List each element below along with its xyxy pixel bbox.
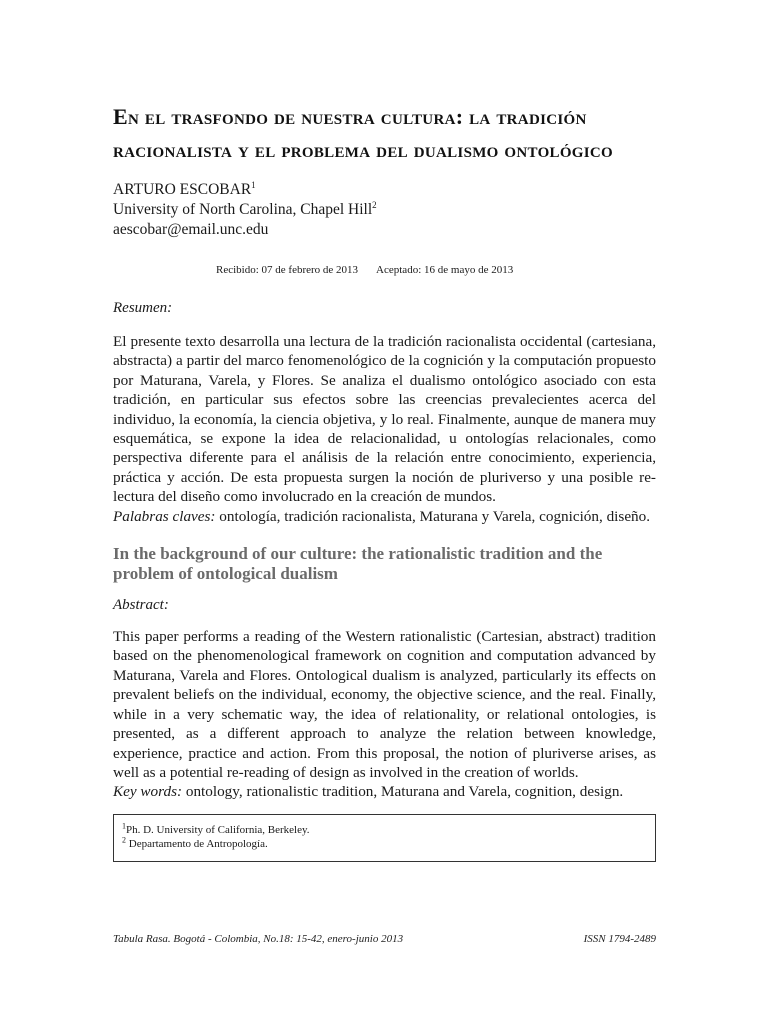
resumen-label: Resumen: — [113, 300, 173, 316]
received-date: Recibido: 07 de febrero de 2013 — [216, 264, 359, 276]
english-title: In the background of our culture: the rationalistic tradition and the problem of ontological dualism — [113, 544, 603, 584]
article-title: En el trasfondo de nuestra cultura: la tradición racionalista y el problema del dualismo ontológico — [113, 104, 614, 162]
issn: ISSN 1794-2489 — [583, 933, 656, 945]
resumen-keywords-text: ontología, tradición racionalista, Maturana y Varela, cognición, diseño. — [215, 507, 651, 525]
article-dates — [113, 263, 656, 277]
resumen-keywords — [113, 507, 656, 526]
footnote-1-text: Ph. D. University of California, Berkeley. — [126, 823, 310, 836]
abstract-label: Abstract: — [113, 597, 169, 614]
footnote-2-mark: 2 — [122, 835, 126, 845]
abstract-keywords — [113, 782, 656, 801]
abstract-keywords-label: Key words: — [113, 783, 183, 801]
footnote-1-mark: 1 — [122, 821, 126, 831]
author-line — [113, 180, 656, 200]
abstract-keywords-text: ontology, rationalistic tradition, Maturana and Varela, cognition, design. — [182, 783, 624, 801]
author-affiliation: University of North Carolina, Chapel Hill — [113, 201, 373, 218]
affiliation-footnote-mark: 2 — [372, 199, 377, 210]
author-name: ARTURO ESCOBAR — [113, 181, 252, 198]
article-page — [113, 100, 656, 862]
resumen-text: El presente texto desarrolla una lectura de la tradición racionalista occidental (cartesiana, abstracta) a partir del marco fenomenológico de la cognición y la computación propuesto por Maturana, Varela, y Flores. Se analiza el dualismo ontológico asociado con esta tradición, en particular sus efectos sobre las creencias prevalecientes acerca del individuo, la economía, la ciencia objetiva, y lo real. Finalmente, aunque de manera muy esquemática, se expone la idea de relacionalidad, u ontologías relacionales, como perspectiva diferente para el análisis de la relación entre conocimiento, experiencia, práctica y acción. De esta propuesta surgen la noción de pluriverso y una posible re-lectura del diseño como involucrado en la creación de mundos. — [113, 333, 656, 506]
accepted-date: Aceptado: 16 de mayo de 2013 — [376, 264, 514, 276]
footnote-1 — [122, 823, 645, 837]
journal-citation: Tabula Rasa. Bogotá - Colombia, No.18: 15-42, enero-junio 2013 — [113, 933, 404, 945]
affiliation-line — [113, 200, 656, 220]
author-footnote-mark: 1 — [251, 179, 256, 190]
author-block — [113, 180, 656, 240]
footnotes-box — [113, 814, 656, 862]
footnote-2-text: Departamento de Antropología. — [126, 837, 268, 850]
abstract-text: This paper performs a reading of the Western rationalistic (Cartesian, abstract) tradition based on the phenomenological framework on cognition and computation advanced by Maturana, Varela and Flores. Ontological dualism is analyzed, particularly its effects on prevalent beliefs on the individual, economy, the objective science, and the real. Finally, while in a very schematic way, the idea of relationality, or relational ontologies, is presented, as a different approach to analyze the relation between knowledge, experience, practice and action. From this proposal, the notion of pluriverse arises, as well as a potential re-reading of design as involved in the creation of worlds. — [113, 628, 656, 781]
footnote-2 — [122, 837, 645, 851]
resumen-keywords-label: Palabras claves: — [113, 507, 216, 525]
page-footer — [113, 932, 656, 946]
author-email[interactable]: aescobar@email.unc.edu — [113, 221, 269, 238]
